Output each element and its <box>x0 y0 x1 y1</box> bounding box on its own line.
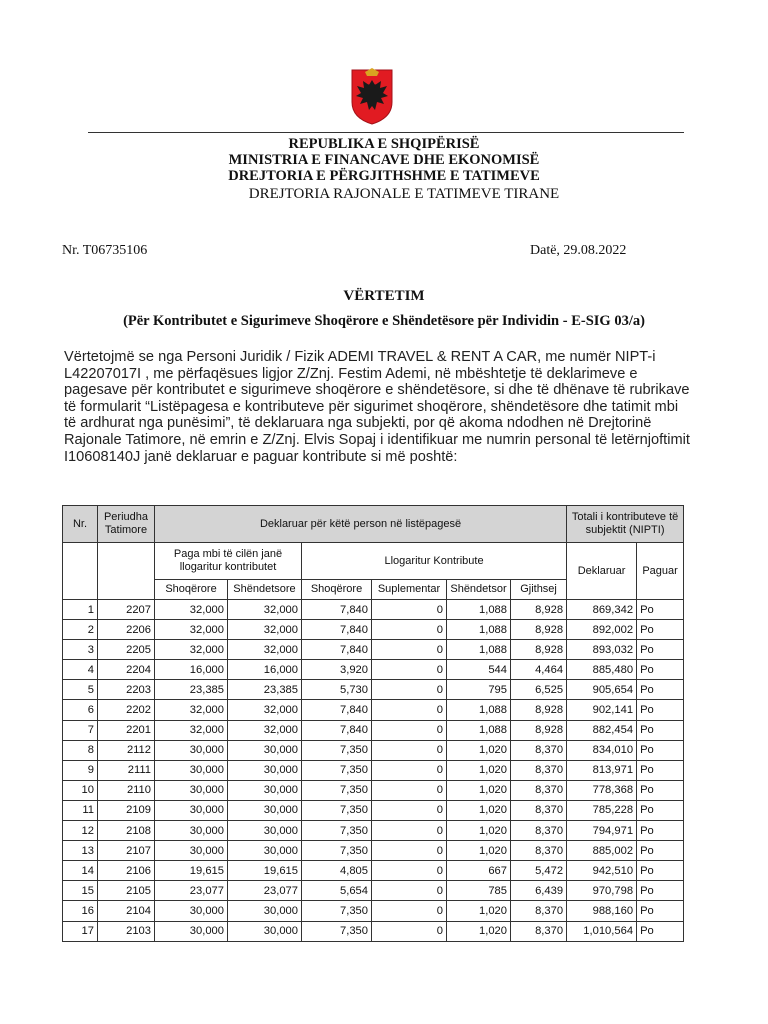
cell-nr: 3 <box>63 640 98 660</box>
cell-gjithsej: 5,472 <box>511 861 567 881</box>
cell-nr: 14 <box>63 861 98 881</box>
col-header-empty-nr <box>63 543 98 600</box>
cell-periudha: 2201 <box>98 720 155 740</box>
cell-paguar: Po <box>637 861 684 881</box>
cell-deklaruar: 882,454 <box>567 720 637 740</box>
cell-deklaruar: 893,032 <box>567 640 637 660</box>
cell-nr: 2 <box>63 620 98 640</box>
cell-suplementar: 0 <box>372 921 447 941</box>
table-row <box>63 700 684 720</box>
header-republic: REPUBLIKA E SHQIPËRISË <box>288 136 480 152</box>
cell-gjithsej: 8,370 <box>511 901 567 921</box>
cell-nr: 16 <box>63 901 98 921</box>
col-header-empty-periudha <box>98 543 155 600</box>
cell-paguar: Po <box>637 620 684 640</box>
cell-deklaruar: 942,510 <box>567 861 637 881</box>
cell-shoqerore: 7,350 <box>302 921 372 941</box>
cell-gjithsej: 8,928 <box>511 620 567 640</box>
cell-deklaruar: 794,971 <box>567 821 637 841</box>
cell-gjithsej: 6,525 <box>511 680 567 700</box>
cell-nr: 15 <box>63 881 98 901</box>
certification-paragraph: Vërtetojmë se nga Personi Juridik / Fizik ADEMI TRAVEL & RENT A CAR, me numër NIPT-i L42207017I , me përfaqësues ligjor Z/Znj. Festim Ademi, në mbështetje të deklarimeve e pagesave për kontributet e sigurimeve shoqërore e shëndetësore, si dhe të dhënave të rubrikave të formularit “Listëpagesa e kontributeve për sigurimet shoqërore, shëndetësore dhe tatimit mbi të ardhurat nga punësimi”, të deklaruara nga subjekti, por që akoma ndodhen në Drejtorinë Rajonale Tatimore, në emrin e Z/Znj. Elvis Sopaj i identifikuar me numrin personal të letërnjoftimit I10608140J janë deklaruar e paguar kontribute si më poshtë: <box>64 349 690 465</box>
cell-shendetsor: 1,020 <box>447 841 511 861</box>
cell-suplementar: 0 <box>372 680 447 700</box>
cell-suplementar: 0 <box>372 700 447 720</box>
cell-shoqerore: 3,920 <box>302 660 372 680</box>
cell-deklaruar: 892,002 <box>567 620 637 640</box>
cell-paga-shendetsore: 30,000 <box>228 901 302 921</box>
cell-paguar: Po <box>637 881 684 901</box>
cell-paga-shoqerore: 30,000 <box>155 901 228 921</box>
cell-periudha: 2104 <box>98 901 155 921</box>
cell-shoqerore: 7,840 <box>302 720 372 740</box>
cell-shendetsor: 1,020 <box>447 821 511 841</box>
table-row <box>63 780 684 800</box>
cell-deklaruar: 885,480 <box>567 660 637 680</box>
cell-paga-shoqerore: 32,000 <box>155 600 228 620</box>
col-header-llogaritur: Llogaritur Kontribute <box>302 543 567 580</box>
cell-nr: 8 <box>63 740 98 760</box>
cell-suplementar: 0 <box>372 600 447 620</box>
header-divider <box>88 132 684 133</box>
cell-paguar: Po <box>637 740 684 760</box>
cell-paguar: Po <box>637 841 684 861</box>
cell-paga-shendetsore: 32,000 <box>228 700 302 720</box>
cell-paga-shoqerore: 30,000 <box>155 780 228 800</box>
col-header-suplementar: Suplementar <box>372 580 447 600</box>
cell-nr: 7 <box>63 720 98 740</box>
cell-deklaruar: 813,971 <box>567 760 637 780</box>
cell-deklaruar: 885,002 <box>567 841 637 861</box>
cell-nr: 12 <box>63 821 98 841</box>
cell-deklaruar: 834,010 <box>567 740 637 760</box>
cell-nr: 10 <box>63 780 98 800</box>
table-row <box>63 760 684 780</box>
table-row <box>63 881 684 901</box>
cell-paga-shendetsore: 30,000 <box>228 800 302 820</box>
cell-shoqerore: 5,730 <box>302 680 372 700</box>
cell-shoqerore: 7,840 <box>302 700 372 720</box>
table-row <box>63 921 684 941</box>
cell-shendetsor: 1,020 <box>447 760 511 780</box>
cell-shoqerore: 7,840 <box>302 640 372 660</box>
col-header-total: Totali i kontributeve të subjektit (NIPTI) <box>567 506 684 543</box>
cell-nr: 1 <box>63 600 98 620</box>
cell-paga-shendetsore: 16,000 <box>228 660 302 680</box>
cell-gjithsej: 8,370 <box>511 921 567 941</box>
cell-suplementar: 0 <box>372 780 447 800</box>
cell-paguar: Po <box>637 821 684 841</box>
cell-gjithsej: 8,370 <box>511 740 567 760</box>
cell-suplementar: 0 <box>372 800 447 820</box>
cell-shoqerore: 7,350 <box>302 901 372 921</box>
cell-deklaruar: 778,368 <box>567 780 637 800</box>
table-row <box>63 901 684 921</box>
header-directorate: DREJTORIA E PËRGJITHSHME E TATIMEVE <box>228 168 540 184</box>
cell-paguar: Po <box>637 600 684 620</box>
cell-gjithsej: 8,928 <box>511 720 567 740</box>
cell-shendetsor: 1,088 <box>447 600 511 620</box>
cell-paga-shendetsore: 32,000 <box>228 600 302 620</box>
cell-deklaruar: 785,228 <box>567 800 637 820</box>
cell-gjithsej: 8,928 <box>511 700 567 720</box>
cell-shoqerore: 7,350 <box>302 800 372 820</box>
cell-shoqerore: 4,805 <box>302 861 372 881</box>
cell-paga-shendetsore: 23,385 <box>228 680 302 700</box>
col-header-deklaruar: Deklaruar <box>567 543 637 600</box>
cell-suplementar: 0 <box>372 740 447 760</box>
cell-gjithsej: 8,928 <box>511 640 567 660</box>
cell-paga-shoqerore: 30,000 <box>155 760 228 780</box>
cell-paguar: Po <box>637 680 684 700</box>
cell-suplementar: 0 <box>372 821 447 841</box>
cell-nr: 13 <box>63 841 98 861</box>
cell-paga-shoqerore: 19,615 <box>155 861 228 881</box>
cell-periudha: 2108 <box>98 821 155 841</box>
cell-gjithsej: 6,439 <box>511 881 567 901</box>
col-header-gjithsej: Gjithsej <box>511 580 567 600</box>
cell-gjithsej: 8,370 <box>511 821 567 841</box>
cell-deklaruar: 905,654 <box>567 680 637 700</box>
cell-paga-shendetsore: 30,000 <box>228 740 302 760</box>
col-header-paga: Paga mbi të cilën janë llogaritur kontributet <box>155 543 302 580</box>
cell-gjithsej: 8,928 <box>511 600 567 620</box>
col-header-shendetsor: Shëndetsor <box>447 580 511 600</box>
cell-shendetsor: 1,088 <box>447 700 511 720</box>
cell-paguar: Po <box>637 800 684 820</box>
cell-shendetsor: 1,020 <box>447 740 511 760</box>
cell-suplementar: 0 <box>372 720 447 740</box>
cell-shoqerore: 7,350 <box>302 821 372 841</box>
cell-periudha: 2106 <box>98 861 155 881</box>
cell-periudha: 2110 <box>98 780 155 800</box>
cell-periudha: 2105 <box>98 881 155 901</box>
cell-gjithsej: 8,370 <box>511 800 567 820</box>
cell-periudha: 2207 <box>98 600 155 620</box>
cell-gjithsej: 8,370 <box>511 841 567 861</box>
contributions-table <box>62 505 684 942</box>
table-row <box>63 660 684 680</box>
cell-periudha: 2109 <box>98 800 155 820</box>
cell-paguar: Po <box>637 921 684 941</box>
cell-periudha: 2111 <box>98 760 155 780</box>
cell-shoqerore: 7,350 <box>302 740 372 760</box>
cell-periudha: 2206 <box>98 620 155 640</box>
cell-suplementar: 0 <box>372 760 447 780</box>
cell-shoqerore: 7,350 <box>302 780 372 800</box>
cell-shendetsor: 785 <box>447 881 511 901</box>
col-header-shoqerore: Shoqërore <box>155 580 228 600</box>
cell-shendetsor: 1,020 <box>447 901 511 921</box>
cell-suplementar: 0 <box>372 901 447 921</box>
cell-paguar: Po <box>637 760 684 780</box>
table-row <box>63 640 684 660</box>
document-title: VËRTETIM <box>343 288 425 304</box>
cell-shoqerore: 7,350 <box>302 841 372 861</box>
header-regional-directorate: DREJTORIA RAJONALE E TATIMEVE TIRANE <box>248 186 560 202</box>
cell-paga-shendetsore: 19,615 <box>228 861 302 881</box>
cell-paga-shendetsore: 30,000 <box>228 780 302 800</box>
cell-paga-shoqerore: 32,000 <box>155 700 228 720</box>
cell-shendetsor: 1,088 <box>447 720 511 740</box>
cell-suplementar: 0 <box>372 660 447 680</box>
cell-shendetsor: 1,020 <box>447 800 511 820</box>
table-row <box>63 740 684 760</box>
cell-nr: 11 <box>63 800 98 820</box>
table-row <box>63 620 684 640</box>
cell-shoqerore: 7,840 <box>302 600 372 620</box>
cell-paguar: Po <box>637 660 684 680</box>
cell-suplementar: 0 <box>372 620 447 640</box>
col-header-shendetsore: Shëndetsore <box>228 580 302 600</box>
cell-nr: 17 <box>63 921 98 941</box>
cell-deklaruar: 970,798 <box>567 881 637 901</box>
cell-gjithsej: 8,370 <box>511 780 567 800</box>
table-row <box>63 800 684 820</box>
cell-periudha: 2103 <box>98 921 155 941</box>
cell-paga-shendetsore: 32,000 <box>228 620 302 640</box>
table-body <box>63 600 684 942</box>
cell-nr: 5 <box>63 680 98 700</box>
cell-paga-shendetsore: 30,000 <box>228 821 302 841</box>
col-header-declared-person: Deklaruar për këtë person në listëpagesë <box>155 506 567 543</box>
document-subtitle: (Për Kontributet e Sigurimeve Shoqërore e Shëndetësore për Individin - E-SIG 03/a) <box>123 313 645 329</box>
cell-paga-shoqerore: 30,000 <box>155 821 228 841</box>
cell-paga-shoqerore: 23,385 <box>155 680 228 700</box>
cell-paga-shoqerore: 30,000 <box>155 841 228 861</box>
cell-suplementar: 0 <box>372 881 447 901</box>
cell-paga-shoqerore: 30,000 <box>155 921 228 941</box>
cell-shendetsor: 667 <box>447 861 511 881</box>
cell-periudha: 2107 <box>98 841 155 861</box>
cell-nr: 6 <box>63 700 98 720</box>
table-row <box>63 821 684 841</box>
cell-shendetsor: 544 <box>447 660 511 680</box>
cell-paga-shendetsore: 32,000 <box>228 720 302 740</box>
cell-shoqerore: 7,840 <box>302 620 372 640</box>
cell-gjithsej: 4,464 <box>511 660 567 680</box>
cell-paga-shoqerore: 32,000 <box>155 620 228 640</box>
cell-periudha: 2203 <box>98 680 155 700</box>
document-number: Nr. T06735106 <box>62 243 148 258</box>
cell-deklaruar: 902,141 <box>567 700 637 720</box>
table-row <box>63 861 684 881</box>
cell-paga-shendetsore: 30,000 <box>228 760 302 780</box>
cell-paga-shoqerore: 32,000 <box>155 640 228 660</box>
cell-deklaruar: 988,160 <box>567 901 637 921</box>
cell-paga-shoqerore: 23,077 <box>155 881 228 901</box>
col-header-periudha: Periudha Tatimore <box>98 506 155 543</box>
col-header-nr: Nr. <box>63 506 98 543</box>
col-header-shoqerore-contrib: Shoqërore <box>302 580 372 600</box>
albania-coat-of-arms-icon <box>350 66 394 126</box>
cell-paga-shoqerore: 30,000 <box>155 800 228 820</box>
table-row <box>63 841 684 861</box>
cell-paga-shoqerore: 16,000 <box>155 660 228 680</box>
cell-shendetsor: 1,020 <box>447 780 511 800</box>
header-ministry: MINISTRIA E FINANCAVE DHE EKONOMISË <box>228 152 540 168</box>
cell-shendetsor: 1,088 <box>447 640 511 660</box>
cell-shendetsor: 795 <box>447 680 511 700</box>
table-row <box>63 680 684 700</box>
col-header-paguar: Paguar <box>637 543 684 600</box>
cell-suplementar: 0 <box>372 640 447 660</box>
cell-nr: 4 <box>63 660 98 680</box>
cell-paguar: Po <box>637 901 684 921</box>
cell-paga-shoqerore: 30,000 <box>155 740 228 760</box>
table-row <box>63 600 684 620</box>
cell-paguar: Po <box>637 640 684 660</box>
cell-paga-shoqerore: 32,000 <box>155 720 228 740</box>
cell-paguar: Po <box>637 720 684 740</box>
cell-suplementar: 0 <box>372 841 447 861</box>
cell-periudha: 2205 <box>98 640 155 660</box>
cell-paga-shendetsore: 23,077 <box>228 881 302 901</box>
cell-deklaruar: 869,342 <box>567 600 637 620</box>
cell-periudha: 2112 <box>98 740 155 760</box>
cell-shoqerore: 7,350 <box>302 760 372 780</box>
table-row <box>63 720 684 740</box>
cell-shendetsor: 1,020 <box>447 921 511 941</box>
cell-paga-shendetsore: 30,000 <box>228 841 302 861</box>
cell-shendetsor: 1,088 <box>447 620 511 640</box>
cell-paguar: Po <box>637 700 684 720</box>
cell-periudha: 2202 <box>98 700 155 720</box>
cell-gjithsej: 8,370 <box>511 760 567 780</box>
cell-periudha: 2204 <box>98 660 155 680</box>
cell-paga-shendetsore: 32,000 <box>228 640 302 660</box>
cell-paga-shendetsore: 30,000 <box>228 921 302 941</box>
cell-deklaruar: 1,010,564 <box>567 921 637 941</box>
cell-paguar: Po <box>637 780 684 800</box>
cell-nr: 9 <box>63 760 98 780</box>
cell-shoqerore: 5,654 <box>302 881 372 901</box>
document-date: Datë, 29.08.2022 <box>530 243 627 258</box>
cell-suplementar: 0 <box>372 861 447 881</box>
